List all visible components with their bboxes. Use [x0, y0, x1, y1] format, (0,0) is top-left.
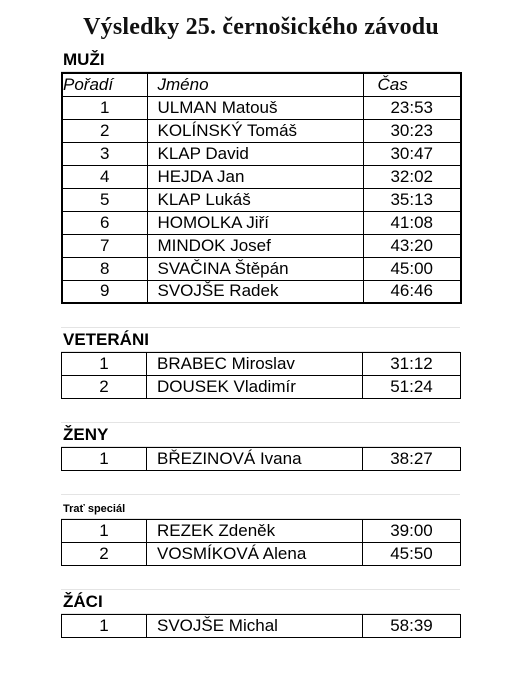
- table-row: [62, 257, 461, 280]
- table-row: [62, 280, 461, 303]
- results-table-zaci: [61, 614, 461, 638]
- table-row: [62, 376, 461, 399]
- name-cell: VOSMÍKOVÁ Alena: [147, 543, 363, 566]
- results-table-zeny: [61, 447, 461, 471]
- rank-cell: 9: [62, 280, 147, 303]
- name-cell: SVOJŠE Radek: [147, 280, 363, 303]
- table-row: [62, 142, 461, 165]
- section-header-veterani: [61, 328, 460, 352]
- table-row: [62, 119, 461, 142]
- time-cell: 30:23: [363, 119, 461, 142]
- time-cell: 45:50: [363, 543, 461, 566]
- time-cell: 30:47: [363, 142, 461, 165]
- results-table-veterani: [61, 352, 461, 399]
- time-cell: 35:13: [363, 188, 461, 211]
- results-sheet: [61, 48, 460, 638]
- name-cell: KOLÍNSKÝ Tomáš: [147, 119, 363, 142]
- section-label: MUŽI: [63, 50, 105, 69]
- grid-spacer: [61, 566, 460, 590]
- time-cell: 32:02: [363, 165, 461, 188]
- name-cell: KLAP David: [147, 142, 363, 165]
- table-row: [62, 520, 461, 543]
- name-cell: REZEK Zdeněk: [147, 520, 363, 543]
- column-header-name: Jméno: [147, 73, 363, 96]
- rank-cell: 6: [62, 211, 147, 234]
- time-cell: 51:24: [363, 376, 461, 399]
- name-cell: BŘEZINOVÁ Ivana: [147, 448, 363, 471]
- grid-spacer: [61, 471, 460, 495]
- rank-cell: 1: [62, 615, 147, 638]
- rank-cell: 1: [62, 353, 147, 376]
- rank-cell: 2: [62, 543, 147, 566]
- section-label: ŽENY: [63, 425, 109, 444]
- results-table-muzi: [61, 72, 462, 304]
- time-cell: 46:46: [363, 280, 461, 303]
- rank-cell: 1: [62, 448, 147, 471]
- name-cell: HEJDA Jan: [147, 165, 363, 188]
- name-cell: DOUSEK Vladimír: [147, 376, 363, 399]
- table-row: [62, 615, 461, 638]
- section-label: Trať speciál: [63, 503, 126, 515]
- rank-cell: 1: [62, 520, 147, 543]
- rank-cell: 2: [62, 376, 147, 399]
- rank-cell: 5: [62, 188, 147, 211]
- name-cell: SVAČINA Štěpán: [147, 257, 363, 280]
- section-label: VETERÁNI: [63, 330, 149, 349]
- section-header-zaci: [61, 590, 460, 614]
- rank-cell: 1: [62, 96, 147, 119]
- time-cell: 43:20: [363, 234, 461, 257]
- name-cell: SVOJŠE Michal: [147, 615, 363, 638]
- section-label: ŽÁCI: [63, 592, 103, 611]
- time-cell: 41:08: [363, 211, 461, 234]
- page-title: Výsledky 25. černošického závodu: [83, 14, 439, 40]
- name-cell: KLAP Lukáš: [147, 188, 363, 211]
- table-row: [62, 211, 461, 234]
- time-cell: 39:00: [363, 520, 461, 543]
- rank-cell: 7: [62, 234, 147, 257]
- rank-cell: 3: [62, 142, 147, 165]
- rank-cell: 8: [62, 257, 147, 280]
- rank-cell: 2: [62, 119, 147, 142]
- rank-cell: 4: [62, 165, 147, 188]
- table-row: [62, 353, 461, 376]
- table-row: [62, 543, 461, 566]
- name-cell: MINDOK Josef: [147, 234, 363, 257]
- table-row: [62, 188, 461, 211]
- time-cell: 31:12: [363, 353, 461, 376]
- table-row: [62, 234, 461, 257]
- time-cell: 45:00: [363, 257, 461, 280]
- table-row: [62, 165, 461, 188]
- time-cell: 38:27: [363, 448, 461, 471]
- section-header-muzi: [61, 48, 460, 72]
- column-header-time: Čas: [363, 73, 461, 96]
- grid-spacer: [61, 399, 460, 423]
- name-cell: ULMAN Matouš: [147, 96, 363, 119]
- time-cell: 23:53: [363, 96, 461, 119]
- column-header-rank: Pořadí: [62, 73, 147, 96]
- time-cell: 58:39: [363, 615, 461, 638]
- section-header-zeny: [61, 423, 460, 447]
- grid-spacer: [61, 304, 460, 328]
- table-row: [62, 448, 461, 471]
- table-row: [62, 96, 461, 119]
- name-cell: BRABEC Miroslav: [147, 353, 363, 376]
- results-table-trat-special: [61, 519, 461, 566]
- name-cell: HOMOLKA Jiří: [147, 211, 363, 234]
- section-header-trat-special: [61, 495, 460, 519]
- table-header-row: [62, 73, 461, 96]
